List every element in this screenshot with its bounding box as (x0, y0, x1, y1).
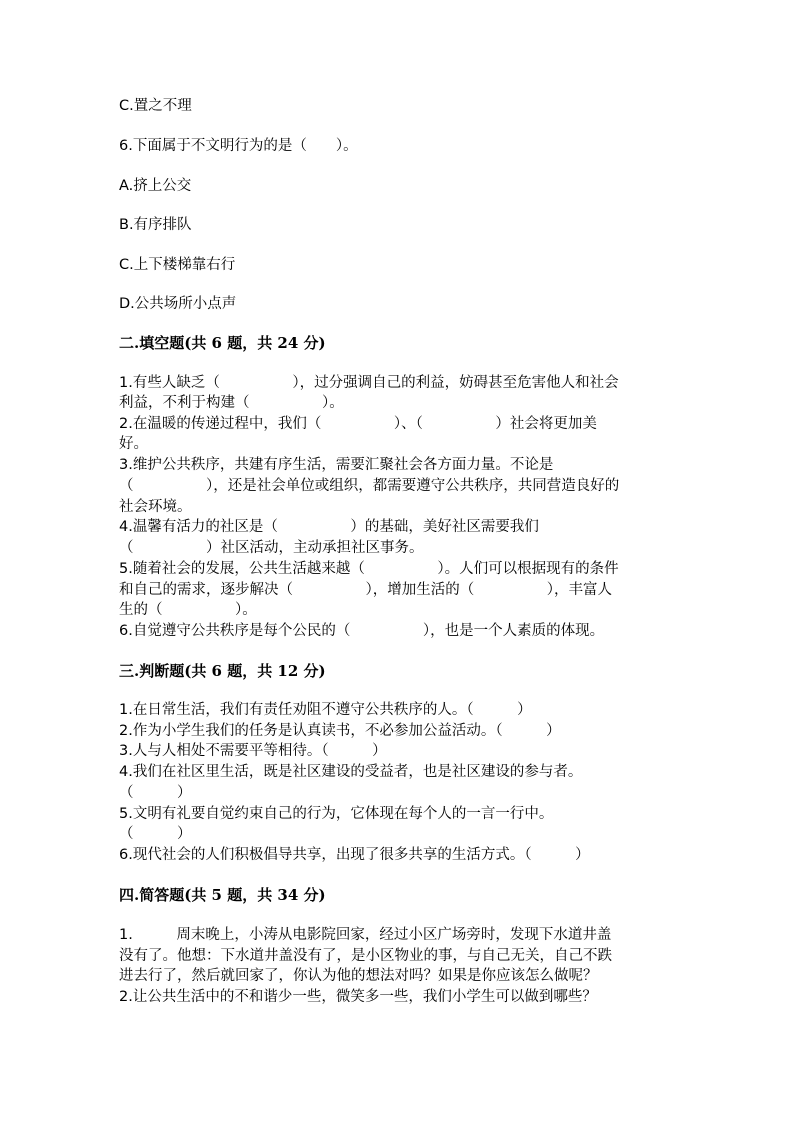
q6-option-d: D.公共场所小点声 (119, 296, 237, 312)
fill-line: 3.维护公共秩序，共建有序生活，需要汇聚社会各方面力量。不论是 (119, 457, 554, 473)
fill-line: （ ），还是社会单位或组织，都需要遵守公共秩序，共同营造良好的 (119, 478, 620, 494)
fill-line: 6.自觉遵守公共秩序是每个公民的（ ），也是一个人素质的体现。 (119, 623, 605, 639)
short-line: 没有了。他想：下水道井盖没有了，是小区物业的事，与自己无关，自己不跌 (119, 948, 612, 964)
fill-line: 和自己的需求，逐步解决（ ），增加生活的（ ），丰富人 (119, 582, 612, 598)
judge-line: 1.在日常生活，我们有责任劝阻不遵守公共秩序的人。（ ） (119, 702, 532, 718)
judge-line: 2.作为小学生我们的任务是认真读书，不必参加公益活动。（ ） (119, 723, 561, 739)
judge-line: 4.我们在社区里生活，既是社区建设的受益者，也是社区建设的参与者。 (119, 764, 583, 780)
fill-line: 利益，不利于构建（ ）。 (119, 395, 344, 411)
short-section-title: 四.简答题(共 5 题，共 34 分) (119, 886, 326, 904)
judge-line: 5.文明有礼要自觉约束自己的行为，它体现在每个人的一言一行中。 (119, 806, 554, 822)
short-line: 1. 周末晚上，小涛从电影院回家，经过小区广场旁时，发现下水道井盖 (119, 927, 612, 943)
fill-line: 社会环境。 (119, 499, 192, 515)
judge-line: （ ） (119, 785, 192, 801)
short-line: 进去行了，然后就回家了，你认为他的想法对吗？如果是你应该怎么做呢？ (119, 968, 598, 984)
fill-section-title: 二.填空题(共 6 题，共 24 分) (119, 334, 326, 352)
judge-line: 6.现代社会的人们积极倡导共享，出现了很多共享的生活方式。（ ） (119, 847, 590, 863)
judge-section-title: 三.判断题(共 6 题，共 12 分) (119, 662, 326, 680)
judge-line: 3.人与人相处不需要平等相待。（ ） (119, 743, 387, 759)
q5-option-c: C.置之不理 (119, 98, 192, 114)
fill-line: 2.在温暖的传递过程中，我们（ ）、（ ）社会将更加美 (119, 416, 597, 432)
judge-line: （ ） (119, 826, 192, 842)
q6-option-a: A.挤上公交 (119, 178, 192, 194)
q6-stem: 6.下面属于不文明行为的是（ ）。 (119, 138, 358, 154)
fill-line: 5.随着社会的发展，公共生活越来越（ ）。人们可以根据现有的条件 (119, 561, 619, 577)
fill-line: （ ）社区活动，主动承担社区事务。 (119, 540, 424, 556)
fill-line: 4.温馨有活力的社区是（ ）的基础，美好社区需要我们 (119, 519, 539, 535)
q6-option-c: C.上下楼梯靠右行 (119, 257, 236, 273)
q6-option-b: B.有序排队 (119, 217, 192, 233)
short-line: 2.让公共生活中的不和谐少一些，微笑多一些，我们小学生可以做到哪些？ (119, 989, 597, 1005)
fill-line: 1.有些人缺乏（ ），过分强调自己的利益，妨碍甚至危害他人和社会 (119, 375, 619, 391)
fill-line: 好。 (119, 436, 148, 452)
fill-line: 生的（ ）。 (119, 602, 257, 618)
